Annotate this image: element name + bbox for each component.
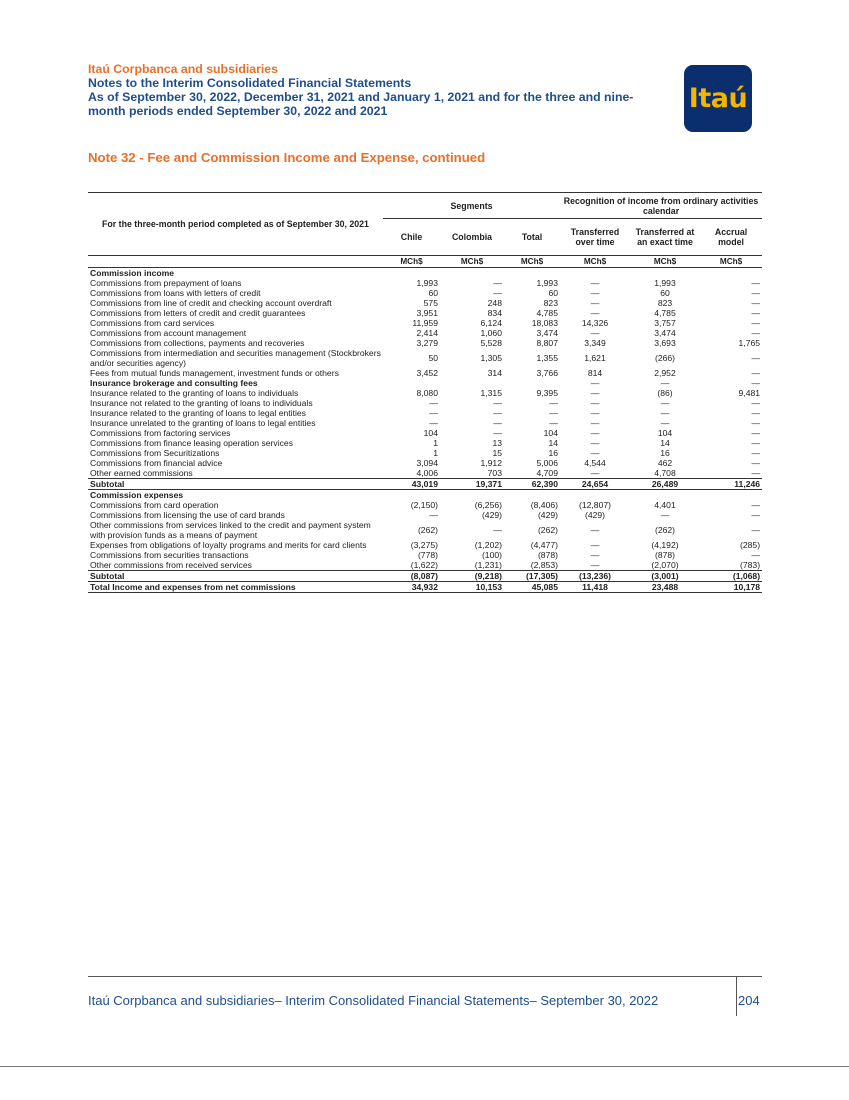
table-row xyxy=(88,490,762,501)
cell-total: (17,305) xyxy=(504,571,560,582)
cell-colombia: 1,305 xyxy=(480,353,502,363)
cell-chile: 3,452 xyxy=(416,368,438,378)
cell-transferred-over-time: — xyxy=(590,378,600,388)
cell-transferred-exact-time: (266) xyxy=(654,353,676,363)
table-row xyxy=(88,428,762,438)
cell-transferred-over-time: — xyxy=(590,388,600,398)
unit-transferred-exact-time: MCh$ xyxy=(630,256,700,268)
cell-colombia xyxy=(440,378,504,388)
cell-transferred-over-time: — xyxy=(590,550,600,560)
cell-colombia: 6,124 xyxy=(480,318,502,328)
cell-transferred-over-time: 814 xyxy=(587,368,603,378)
cell-transferred-exact-time: 3,757 xyxy=(654,318,676,328)
cell-accrual-model: — xyxy=(751,288,761,298)
cell-transferred-over-time: — xyxy=(590,560,600,570)
table-row xyxy=(88,328,762,338)
table-row xyxy=(88,408,762,418)
cell-total: 4,709 xyxy=(536,468,558,478)
cell-transferred-over-time: — xyxy=(590,428,600,438)
row-label: Commissions from licensing the use of card brands xyxy=(90,510,285,520)
table-row xyxy=(88,510,762,520)
cell-transferred-over-time: — xyxy=(590,298,600,308)
cell-chile: (262) xyxy=(417,525,438,535)
cell-colombia xyxy=(440,268,504,279)
col-header-accrual-model: Accrual model xyxy=(714,227,748,247)
cell-accrual-model: — xyxy=(751,398,761,408)
row-label: Commissions from loans with letters of credit xyxy=(90,288,261,298)
cell-colombia: 1,315 xyxy=(480,388,502,398)
cell-total: — xyxy=(549,408,558,418)
row-label: Commissions from securities transactions xyxy=(90,550,249,560)
row-label: Subtotal xyxy=(88,571,383,582)
commissions-table xyxy=(88,192,762,593)
cell-transferred-exact-time: (4,192) xyxy=(651,540,679,550)
cell-total: 9,395 xyxy=(536,388,558,398)
cell-chile: 50 xyxy=(428,353,438,363)
row-label: Commissions from card operation xyxy=(90,500,219,510)
table-row xyxy=(88,308,762,318)
row-label: Commissions from collections, payments and recoveries xyxy=(90,338,305,348)
cell-chile xyxy=(383,490,440,501)
table-row xyxy=(88,550,762,560)
cell-chile: 11,959 xyxy=(412,318,438,328)
row-label: Commissions from prepayment of loans xyxy=(90,278,242,288)
cell-accrual-model: — xyxy=(751,438,761,448)
cell-chile: 1 xyxy=(433,448,438,458)
cell-transferred-exact-time xyxy=(630,268,700,279)
cell-total: (2,853) xyxy=(530,560,558,570)
cell-accrual-model: — xyxy=(751,525,761,535)
cell-transferred-exact-time: (86) xyxy=(657,388,673,398)
col-header-chile: Chile xyxy=(400,232,423,242)
table-row xyxy=(88,418,762,428)
cell-transferred-exact-time: 4,708 xyxy=(654,468,676,478)
unit-total: MCh$ xyxy=(504,256,560,268)
cell-accrual-model: 9,481 xyxy=(738,388,761,398)
cell-transferred-exact-time: 26,489 xyxy=(630,479,700,490)
cell-chile: (778) xyxy=(417,550,438,560)
cell-chile: 104 xyxy=(423,428,438,438)
cell-colombia: (1,231) xyxy=(474,560,502,570)
cell-transferred-over-time: — xyxy=(590,308,600,318)
cell-colombia: 10,153 xyxy=(440,582,504,593)
recognition-header: Recognition of income from ordinary activities calendar xyxy=(560,193,762,219)
cell-transferred-over-time: (429) xyxy=(584,510,606,520)
cell-transferred-exact-time: 2,952 xyxy=(654,368,676,378)
cell-total: 5,006 xyxy=(536,458,558,468)
cell-chile: 4,006 xyxy=(416,468,438,478)
cell-accrual-model: — xyxy=(751,500,761,510)
row-label: Commissions from account management xyxy=(90,328,247,338)
cell-transferred-exact-time: — xyxy=(660,408,670,418)
cell-transferred-exact-time: 104 xyxy=(657,428,673,438)
cell-transferred-exact-time: (262) xyxy=(654,525,676,535)
cell-colombia: — xyxy=(493,398,502,408)
cell-transferred-exact-time: — xyxy=(660,418,670,428)
cell-accrual-model: — xyxy=(751,408,761,418)
cell-total: 104 xyxy=(543,428,558,438)
table-row xyxy=(88,298,762,308)
cell-total: 14 xyxy=(548,438,558,448)
cell-chile: 43,019 xyxy=(383,479,440,490)
cell-chile: 1 xyxy=(433,438,438,448)
cell-accrual-model: — xyxy=(751,298,761,308)
cell-transferred-over-time: — xyxy=(590,328,600,338)
col-header-total: Total xyxy=(521,232,543,242)
cell-chile: — xyxy=(429,408,438,418)
note-title: Note 32 - Fee and Commission Income and Expense, continued xyxy=(88,150,486,165)
cell-chile: 60 xyxy=(428,288,438,298)
cell-transferred-exact-time: 60 xyxy=(660,288,670,298)
table-row xyxy=(88,438,762,448)
col-header-transferred-exact-time: Transferred at an exact time xyxy=(635,227,695,247)
row-label: Commissions from card services xyxy=(90,318,215,328)
cell-chile: — xyxy=(429,510,438,520)
cell-colombia: (1,202) xyxy=(474,540,502,550)
cell-colombia: 314 xyxy=(487,368,502,378)
footer-text: Itaú Corpbanca and subsidiaries– Interim Consolidated Financial Statements– September 30, 2022 xyxy=(88,993,659,1008)
cell-accrual-model: — xyxy=(751,428,761,438)
cell-total: 823 xyxy=(543,298,558,308)
header-period-line-1: As of September 30, 2022, December 31, 2021 and January 1, 2021 and for the three and nine- xyxy=(88,90,634,104)
table-row xyxy=(88,540,762,550)
cell-colombia: — xyxy=(493,278,502,288)
cell-transferred-over-time: — xyxy=(590,448,600,458)
cell-accrual-model: — xyxy=(751,328,761,338)
cell-accrual-model: 10,178 xyxy=(700,582,762,593)
cell-chile: (1,622) xyxy=(410,560,438,570)
cell-chile: 2,414 xyxy=(416,328,438,338)
cell-colombia: 1,912 xyxy=(480,458,502,468)
cell-colombia: 15 xyxy=(492,448,502,458)
cell-accrual-model: — xyxy=(751,418,761,428)
cell-total: (262) xyxy=(537,525,558,535)
cell-chile xyxy=(383,378,440,388)
cell-total: 4,785 xyxy=(536,308,558,318)
row-label: Other commissions from received services xyxy=(90,560,252,570)
cell-colombia: — xyxy=(493,288,502,298)
cell-colombia: 834 xyxy=(487,308,502,318)
cell-accrual-model: — xyxy=(751,368,761,378)
cell-transferred-over-time: — xyxy=(590,438,600,448)
table-row xyxy=(88,348,762,368)
cell-transferred-over-time: — xyxy=(590,525,600,535)
table-row xyxy=(88,338,762,348)
cell-accrual-model: 1,765 xyxy=(738,338,761,348)
header-period-line-2: month periods ended September 30, 2022 and 2021 xyxy=(88,104,388,118)
cell-transferred-over-time: — xyxy=(590,468,600,478)
company-name: Itaú Corpbanca and subsidiaries xyxy=(88,62,278,76)
table-row xyxy=(88,398,762,408)
cell-accrual-model: (783) xyxy=(740,560,761,570)
cell-transferred-exact-time xyxy=(630,490,700,501)
cell-colombia: 703 xyxy=(487,468,502,478)
cell-transferred-over-time: (13,236) xyxy=(560,571,630,582)
table-row xyxy=(88,318,762,328)
cell-transferred-exact-time: 1,993 xyxy=(654,278,676,288)
cell-transferred-over-time: (12,807) xyxy=(578,500,611,510)
cell-colombia: 5,528 xyxy=(480,338,502,348)
cell-chile: (2,150) xyxy=(410,500,438,510)
footer-rule xyxy=(88,976,762,977)
table-row xyxy=(88,288,762,298)
cell-accrual-model: — xyxy=(751,550,761,560)
cell-total: (429) xyxy=(537,510,558,520)
cell-accrual-model: (1,068) xyxy=(700,571,762,582)
cell-transferred-exact-time: 16 xyxy=(660,448,670,458)
cell-colombia: (9,218) xyxy=(440,571,504,582)
table-row xyxy=(88,388,762,398)
cell-transferred-over-time: 11,418 xyxy=(560,582,630,593)
row-label: Other commissions from services linked to the credit and payment system with provision funds as a means of payment xyxy=(90,520,371,540)
cell-total: 16 xyxy=(548,448,558,458)
table-row xyxy=(88,278,762,288)
cell-colombia: 1,060 xyxy=(480,328,502,338)
row-label: Commissions from factoring services xyxy=(90,428,231,438)
table-row xyxy=(88,458,762,468)
row-label: Total Income and expenses from net commissions xyxy=(88,582,383,593)
cell-transferred-over-time xyxy=(560,268,630,279)
cell-total: — xyxy=(549,398,558,408)
cell-total: (8,406) xyxy=(530,500,558,510)
cell-chile: — xyxy=(429,418,438,428)
cell-transferred-over-time: — xyxy=(590,288,600,298)
cell-colombia: (6,256) xyxy=(474,500,502,510)
row-label: Commissions from intermediation and securities management (Stockbrokers and/or securities agency) xyxy=(90,348,381,368)
cell-total: 3,766 xyxy=(536,368,558,378)
cell-total: 45,085 xyxy=(504,582,560,593)
cell-transferred-exact-time: 23,488 xyxy=(630,582,700,593)
period-header: For the three-month period completed as of September 30, 2021 xyxy=(102,219,369,229)
cell-chile: (8,087) xyxy=(383,571,440,582)
cell-transferred-exact-time: 4,785 xyxy=(654,308,676,318)
cell-colombia: 248 xyxy=(487,298,502,308)
row-label: Insurance brokerage and consulting fees xyxy=(90,378,258,388)
cell-transferred-exact-time: — xyxy=(660,378,670,388)
cell-total: (878) xyxy=(537,550,558,560)
cell-transferred-exact-time: — xyxy=(660,510,670,520)
row-label: Subtotal xyxy=(88,479,383,490)
row-label: Insurance unrelated to the granting of loans to legal entities xyxy=(90,418,316,428)
cell-total xyxy=(504,378,560,388)
cell-colombia: (100) xyxy=(481,550,502,560)
cell-total: 8,807 xyxy=(536,338,558,348)
cell-transferred-exact-time: 3,474 xyxy=(654,328,676,338)
cell-total xyxy=(504,490,560,501)
table-row xyxy=(88,520,762,540)
table-row xyxy=(88,500,762,510)
cell-chile: 575 xyxy=(423,298,438,308)
row-label: Expenses from obligations of loyalty programs and merits for card clients xyxy=(90,540,367,550)
cell-accrual-model: — xyxy=(751,448,761,458)
cell-accrual-model xyxy=(700,268,762,279)
table-row xyxy=(88,368,762,378)
row-label: Commissions from finance leasing operation services xyxy=(90,438,293,448)
cell-accrual-model: 11,246 xyxy=(700,479,762,490)
row-label: Fees from mutual funds management, investment funds or others xyxy=(90,368,339,378)
table-row xyxy=(88,479,762,490)
row-label: Commissions from line of credit and checking account overdraft xyxy=(90,298,332,308)
cell-transferred-over-time: 1,621 xyxy=(584,353,606,363)
cell-transferred-over-time: — xyxy=(590,408,600,418)
cell-transferred-exact-time: (2,070) xyxy=(651,560,679,570)
cell-chile: — xyxy=(429,398,438,408)
cell-chile xyxy=(383,268,440,279)
cell-colombia: 19,371 xyxy=(440,479,504,490)
cell-chile: 3,951 xyxy=(416,308,438,318)
cell-accrual-model xyxy=(700,490,762,501)
itau-logo xyxy=(684,65,752,132)
cell-total: (4,477) xyxy=(530,540,558,550)
cell-transferred-over-time: — xyxy=(590,398,600,408)
cell-colombia: — xyxy=(493,428,502,438)
cell-transferred-exact-time: 823 xyxy=(657,298,673,308)
cell-transferred-exact-time: 462 xyxy=(657,458,673,468)
row-label: Insurance not related to the granting of loans to individuals xyxy=(90,398,313,408)
table-row xyxy=(88,560,762,571)
cell-transferred-exact-time: (3,001) xyxy=(630,571,700,582)
cell-accrual-model: — xyxy=(751,468,761,478)
cell-colombia: — xyxy=(493,418,502,428)
cell-total: — xyxy=(549,418,558,428)
cell-accrual-model: — xyxy=(751,378,761,388)
cell-accrual-model: (285) xyxy=(740,540,761,550)
cell-accrual-model: — xyxy=(751,308,761,318)
cell-chile: 8,080 xyxy=(416,388,438,398)
segments-header: Segments xyxy=(383,193,560,219)
unit-transferred-over-time: MCh$ xyxy=(560,256,630,268)
table-body xyxy=(88,268,762,593)
row-label: Commissions from letters of credit and credit guarantees xyxy=(90,308,306,318)
cell-colombia: 13 xyxy=(492,438,502,448)
row-label: Commissions from financial advice xyxy=(90,458,223,468)
cell-total: 18,083 xyxy=(531,318,558,328)
cell-accrual-model: — xyxy=(751,353,761,363)
cell-colombia: — xyxy=(493,408,502,418)
cell-total: 1,993 xyxy=(536,278,558,288)
units-spacer xyxy=(88,256,383,268)
unit-accrual-model: MCh$ xyxy=(700,256,762,268)
cell-transferred-exact-time: — xyxy=(660,398,670,408)
cell-total: 3,474 xyxy=(536,328,558,338)
page-number: 204 xyxy=(738,993,760,1008)
cell-accrual-model: — xyxy=(751,318,761,328)
table-row xyxy=(88,448,762,458)
cell-transferred-over-time: 4,544 xyxy=(584,458,606,468)
cell-accrual-model: — xyxy=(751,458,761,468)
cell-chile: 34,932 xyxy=(383,582,440,593)
row-label: Commission income xyxy=(90,268,175,278)
unit-colombia: MCh$ xyxy=(440,256,504,268)
cell-total: 1,355 xyxy=(536,353,558,363)
table-row xyxy=(88,468,762,479)
row-label: Insurance related to the granting of loans to legal entities xyxy=(90,408,306,418)
logo-text: Itaú xyxy=(688,83,748,114)
cell-transferred-exact-time: 4,401 xyxy=(654,500,676,510)
cell-transferred-exact-time: 14 xyxy=(660,438,670,448)
cell-colombia: — xyxy=(493,525,502,535)
cell-chile: 1,993 xyxy=(416,278,438,288)
cell-transferred-over-time: — xyxy=(590,278,600,288)
cell-transferred-over-time: 24,654 xyxy=(560,479,630,490)
cell-accrual-model: — xyxy=(751,278,761,288)
document-header xyxy=(88,62,668,118)
row-label: Commissions from Securitizations xyxy=(90,448,220,458)
cell-transferred-over-time: — xyxy=(590,540,600,550)
table-row xyxy=(88,378,762,388)
cell-chile: 3,094 xyxy=(416,458,438,468)
page-bottom-rule xyxy=(0,1066,849,1067)
table-row xyxy=(88,582,762,593)
footer-divider xyxy=(736,976,737,1016)
row-label: Other earned commissions xyxy=(90,468,193,478)
col-header-colombia: Colombia xyxy=(451,232,493,242)
unit-chile: MCh$ xyxy=(383,256,440,268)
cell-transferred-exact-time: 3,693 xyxy=(654,338,676,348)
row-label: Insurance related to the granting of loans to individuals xyxy=(90,388,299,398)
cell-accrual-model: — xyxy=(751,510,761,520)
table-row xyxy=(88,571,762,582)
cell-total: 60 xyxy=(548,288,558,298)
col-header-transferred-over-time: Transferred over time xyxy=(570,227,620,247)
cell-total xyxy=(504,268,560,279)
cell-transferred-exact-time: (878) xyxy=(654,550,676,560)
cell-chile: 3,279 xyxy=(416,338,438,348)
cell-transferred-over-time: — xyxy=(590,418,600,428)
cell-transferred-over-time xyxy=(560,490,630,501)
cell-transferred-over-time: 3,349 xyxy=(584,338,606,348)
cell-colombia: (429) xyxy=(481,510,502,520)
cell-colombia xyxy=(440,490,504,501)
header-subtitle: Notes to the Interim Consolidated Financial Statements xyxy=(88,76,412,90)
cell-chile: (3,275) xyxy=(410,540,438,550)
cell-total: 62,390 xyxy=(504,479,560,490)
table-row xyxy=(88,268,762,279)
row-label: Commission expenses xyxy=(90,490,184,500)
cell-transferred-over-time: 14,326 xyxy=(581,318,609,328)
